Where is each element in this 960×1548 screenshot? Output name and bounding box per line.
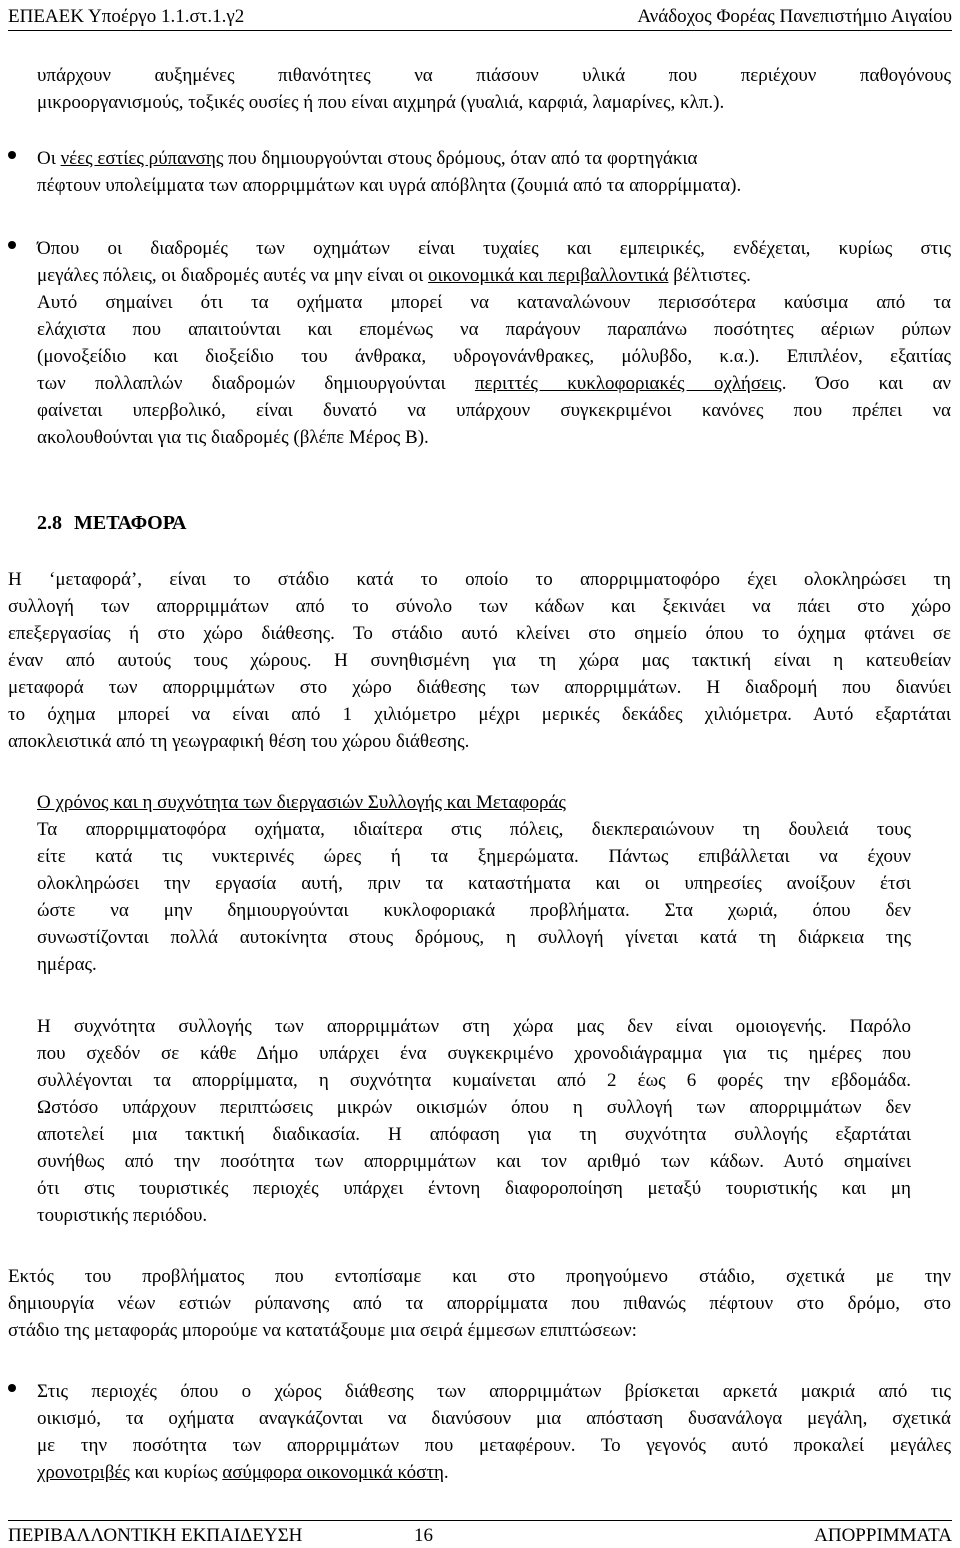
text-line: Στις περιοχές όπου ο χώρος διάθεσης των απορριμμάτων βρίσκεται αρκετά μακριά από τις	[37, 1381, 951, 1402]
text-line: ημέρας.	[37, 954, 97, 975]
text-line: ώστε να μην δημιουργούνται κυκλοφοριακά προβλήματα. Στα χωριά, όπου δεν	[37, 900, 911, 921]
paragraph-transport	[8, 566, 951, 755]
text-line: που σχεδόν σε κάθε Δήμο υπάρχει ένα συγκεκριμένο χρονοδιάγραμμα για τις ημέρες που	[37, 1043, 911, 1064]
text-line	[37, 1459, 951, 1486]
text-line: αποκλειστικά από τη γεωγραφική θέση του χώρου διάθεσης.	[8, 731, 470, 752]
text-line: μεταφορά των απορριμμάτων στο χώρο διάθεσης των απορριμμάτων. Η διαδρομή που διανύει	[8, 677, 951, 698]
text-run: και κυρίως	[129, 1462, 223, 1483]
bullet-icon	[8, 151, 16, 159]
continuation-paragraph	[37, 62, 951, 116]
footer-left: ΠΕΡΙΒΑΛΛΟΝΤΙΚΗ ΕΚΠΑΙΔΕΥΣΗ	[8, 1525, 303, 1546]
paragraph-frequency	[37, 1013, 911, 1229]
underlined-term: ασύμφορα οικονομικά κόστη	[222, 1462, 444, 1483]
page-header	[8, 4, 952, 31]
text-line: αποτελεί μια τακτική διαδικασία. Η απόφαση για τη συχνότητα συλλογής εξαρτάται	[37, 1124, 911, 1145]
bullet-paragraph-1	[37, 145, 951, 199]
text-run: Οι	[37, 148, 61, 169]
header-right: Ανάδοχος Φορέας Πανεπιστήμιο Αιγαίου	[637, 6, 952, 27]
text-line: επεξεργασίας ή στο χώρο διάθεσης. Το στάδιο αυτό κλείνει στο σημείο όπου το όχημα φτάνει σε	[8, 623, 951, 644]
text-run: βέλτιστες.	[668, 265, 751, 286]
text-line: Εκτός του προβλήματος που εντοπίσαμε και στο προηγούμενο στάδιο, σχετικά με την	[8, 1266, 951, 1287]
text-line: είτε κατά τις νυκτερινές ώρες ή τα ξημερώματα. Πάντως επιβάλλεται να έχουν	[37, 846, 911, 867]
text-line	[37, 145, 951, 172]
page-number: 16	[414, 1525, 433, 1546]
text-run: . Όσο και αν	[781, 373, 952, 394]
text-line: Όπου οι διαδρομές των οχημάτων είναι τυχαίες και εμπειρικές, ενδέχεται, κυρίως στις	[37, 238, 951, 259]
text-line: το όχημα μπορεί να είναι από 1 χιλιόμετρο μέχρι μερικές δεκάδες χιλιόμετρα. Αυτό εξαρτάται	[8, 704, 951, 725]
text-line: Η συχνότητα συλλογής των απορριμμάτων στη χώρα μας δεν είναι ομοιογενής. Παρόλο	[37, 1016, 911, 1037]
text-line: έναν από αυτούς τους χώρους. Η συνηθισμένη για τη χώρα μας τακτική είναι η κατευθείαν	[8, 650, 951, 671]
text-run: των πολλαπλών διαδρομών δημιουργούνται	[37, 373, 475, 394]
text-line: συνήθως από την ποσότητα των απορριμμάτων και τον αριθμό των κάδων. Αυτό σημαίνει	[37, 1151, 911, 1172]
text-line: Τα απορριμματοφόρα οχήματα, ιδιαίτερα στις πόλεις, διεκπεραιώνουν τη δουλειά τους	[37, 819, 911, 840]
text-line	[37, 370, 951, 397]
text-line: μικροοργανισμούς, τοξικές ουσίες ή που είναι αιχμηρά (γυαλιά, καρφιά, λαμαρίνες, κλπ.).	[37, 92, 725, 113]
text-line: δημιουργία νέων εστιών ρύπανσης από τα απορρίμματα που πιθανώς πέφτουν στο δρόμο, στο	[8, 1293, 951, 1314]
text-line: Αυτό σημαίνει ότι τα οχήματα μπορεί να καταναλώνουν περισσότερα καύσιμα από τα	[37, 292, 951, 313]
text-line: οικισμό, τα οχήματα αναγκάζονται να διανύσουν μια απόσταση δυσανάλογα μεγάλη, σχετικά	[37, 1408, 951, 1429]
text-line: Η ‘μεταφορά’, είναι το στάδιο κατά το οποίο το απορριμματοφόρο έχει ολοκληρώσει τη	[8, 569, 951, 590]
text-run: που δημιουργούνται στους δρόμους, όταν από τα φορτηγάκια	[223, 148, 698, 169]
text-line: συνωστίζονται πολλά αυτοκίνητα στους δρόμους, η συλλογή γίνεται κατά τη διάρκεια της	[37, 927, 911, 948]
text-line	[37, 262, 951, 289]
subsection-time-frequency	[37, 789, 911, 978]
bullet-paragraph-3	[37, 1378, 951, 1486]
bullet-icon	[8, 241, 16, 249]
subsection-heading: Ο χρόνος και η συχνότητα των διεργασιών Συλλογής και Μεταφοράς	[37, 792, 566, 813]
underlined-term: χρονοτριβές	[37, 1462, 130, 1483]
page-footer	[8, 1520, 952, 1547]
bullet-paragraph-2	[37, 235, 951, 451]
text-run: μεγάλες πόλεις, οι διαδρομές αυτές να μην είναι οι	[37, 265, 429, 286]
underlined-term: νέες εστίες ρύπανσης	[60, 148, 224, 169]
text-line: τουριστικής περιόδου.	[37, 1205, 208, 1226]
text-line: συλλογή των απορριμμάτων από το σύνολο των κάδων και ξεκινάει να πάει στο χώρο	[8, 596, 951, 617]
footer-right: ΑΠΟΡΡΙΜΜΑΤΑ	[814, 1525, 952, 1546]
section-number: 2.8	[37, 512, 62, 534]
text-line: συλλέγονται τα απορρίμματα, η συχνότητα κυμαίνεται από 2 έως 6 φορές την εβδομάδα.	[37, 1070, 911, 1091]
section-heading	[37, 510, 186, 537]
text-line: υπάρχουν αυξημένες πιθανότητες να πιάσουν υλικά που περιέχουν παθογόνους	[37, 65, 951, 86]
text-line: (μονοξείδιο και διοξείδιο του άνθρακα, υδρογονάνθρακες, μόλυβδο, κ.α.). Επιπλέον, εξαιτίας	[37, 346, 951, 367]
text-line: ότι στις τουριστικές περιοχές υπάρχει έντονη διαφοροποίηση μεταξύ τουριστικής και μη	[37, 1178, 911, 1199]
text-line: στάδιο της μεταφοράς μπορούμε να κατατάξουμε μια σειρά έμμεσων επιπτώσεων:	[8, 1320, 637, 1341]
text-line: Ωστόσο υπάρχουν περιπτώσεις μικρών οικισμών όπου η συλλογή των απορριμμάτων δεν	[37, 1097, 911, 1118]
text-line: ακολουθούνται για τις διαδρομές (βλέπε Μέρος Β).	[37, 427, 429, 448]
text-line: φαίνεται υπερβολικό, είναι δυνατό να υπάρχουν συγκεκριμένοι κανόνες που πρέπει να	[37, 400, 951, 421]
text-line: ελάχιστα που απαιτούνται και επομένως να παράγουν παραπάνω ποσότητες αέριων ρύπων	[37, 319, 951, 340]
paragraph-indirect-effects	[8, 1263, 951, 1344]
section-title: ΜΕΤΑΦΟΡΑ	[74, 512, 187, 534]
text-line: με την ποσότητα των απορριμμάτων που μεταφέρουν. Το γεγονός αυτό προκαλεί μεγάλες	[37, 1435, 951, 1456]
underlined-term: περιττές κυκλοφοριακές οχλήσεις	[474, 373, 782, 394]
header-left: ΕΠΕΑΕΚ Υποέργο 1.1.στ.1.γ2	[8, 6, 245, 27]
bullet-icon	[8, 1384, 16, 1392]
text-line: πέφτουν υπολείμματα των απορριμμάτων και υγρά απόβλητα (ζουμιά από τα απορρίμματα).	[37, 175, 742, 196]
text-line: ολοκληρώσει την εργασία αυτή, πριν τα καταστήματα και οι υπηρεσίες ανοίξουν έτσι	[37, 873, 911, 894]
text-run: .	[443, 1462, 449, 1483]
underlined-term: οικονομικά και περιβαλλοντικά	[428, 265, 669, 286]
